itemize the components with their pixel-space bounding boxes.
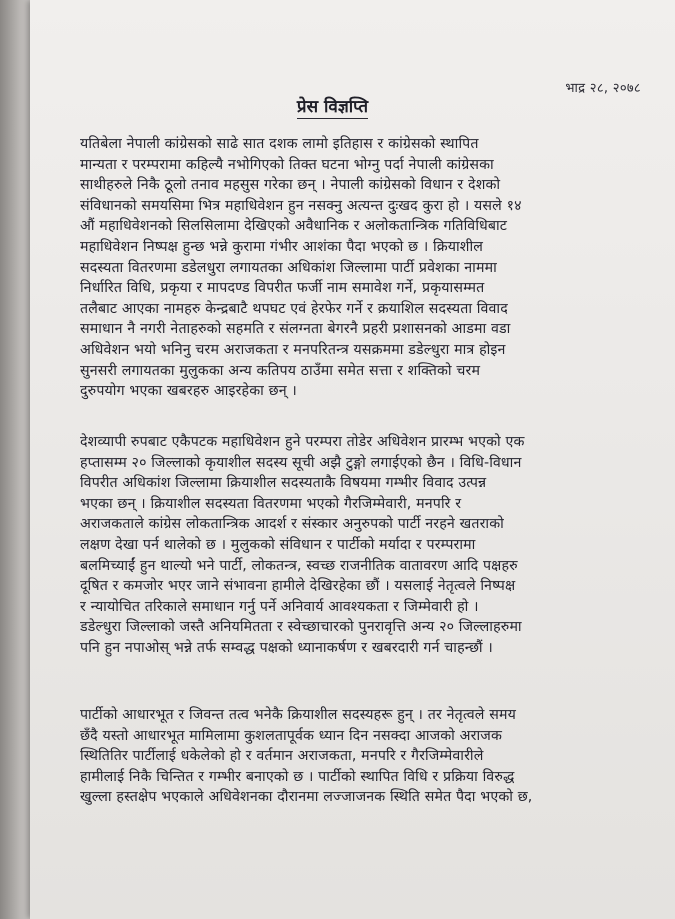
text-line: तलैबाट आएका नामहरु केन्द्रबाटै थपघट एवं हेरफेर गर्ने र क्रयाशिल सदस्यता विवाद bbox=[80, 300, 508, 317]
text-line: अराजकताले कांग्रेस लोकतान्त्रिक आदर्श र संस्कार अनुरुपको पार्टी नरहने खतराको bbox=[80, 516, 504, 533]
text-line: विपरीत अधिकांश जिल्लामा क्रियाशील सदस्यताकै विषयमा गम्भीर विवाद उत्पन्न bbox=[80, 475, 487, 492]
text-line: महाधिवेशन निष्पक्ष हुन्छ भन्ने कुरामा गंभीर आशंका पैदा भएको छ । क्रियाशील bbox=[80, 238, 484, 255]
document-page bbox=[30, 0, 675, 919]
document-date: भाद्र २८, २०७८ bbox=[565, 81, 641, 96]
text-line: लक्षण देखा पर्न थालेको छ । मुलुकको संविधान र पार्टीको मर्यादा र परम्परामा bbox=[80, 536, 476, 553]
text-line: डडेल्धुरा जिल्लाको जस्तै अनियमितता र स्वेच्छाचारको पुनरावृत्ति अन्य २० जिल्लाहरुमा bbox=[80, 619, 522, 636]
text-line: निर्धारित विधि, प्रकृया र मापदण्ड विपरीत फर्जी नाम समावेश गर्ने, प्रकृयासम्मत bbox=[80, 280, 485, 297]
document-title bbox=[30, 94, 675, 119]
text-line: देशव्यापी रुपबाट एकैपटक महाधिवेशन हुने परम्परा तोडेर अधिवेशन प्रारम्भ भएको एक bbox=[80, 434, 525, 450]
text-line: र न्यायोचित तरिकाले समाधान गर्नु पर्ने अनिवार्य आवश्यकता र जिम्मेवारी हो । bbox=[80, 598, 479, 615]
text-line: सुनसरी लगायतका मुलुकका अन्य कतिपय ठाउँमा समेत सत्ता र शक्तिको चरम bbox=[80, 362, 481, 379]
paragraph-1 bbox=[80, 134, 647, 402]
background-edge bbox=[0, 0, 32, 919]
text-line: साथीहरुले निकै ठूलो तनाव महसुस गरेका छन् । नेपाली कांग्रेसको विधान र देशको bbox=[80, 177, 501, 194]
text-line: मान्यता र परम्परामा कहिल्यै नभोगिएको तिक्त घटना भोग्नु पर्दा नेपाली कांग्रेसका bbox=[80, 156, 494, 173]
text-line: दूषित र कमजोर भएर जाने संभावना हामीले देखिरहेका छौं । यसलाई नेतृत्वले निष्पक्ष bbox=[80, 578, 516, 595]
text-line: अधिवेशन भयो भनिनु चरम अराजकता र मनपरितन्त्र यसक्रममा डडेल्धुरा मात्र होइन bbox=[80, 341, 506, 358]
text-line: स्थितितिर पार्टीलाई धकेलेको हो र वर्तमान अराजकता, मनपरि र गैरजिम्मेवारीले bbox=[80, 748, 484, 765]
text-line: भएका छन् । क्रियाशील सदस्यता वितरणमा भएको गैरजिम्मेवारी, मनपरि र bbox=[80, 495, 462, 512]
paragraph-3 bbox=[80, 705, 647, 808]
text-line: हामीलाई निकै चिन्तित र गम्भीर बनाएको छ । पार्टीको स्थापित विधि र प्रक्रिया विरुद्ध bbox=[80, 768, 515, 785]
text-line: पार्टीको आधारभूत र जिवन्त तत्व भनेकै क्रियाशील सदस्यहरू हुन् । तर नेतृत्वले समय bbox=[80, 707, 516, 723]
text-line: बलमिच्याईं हुन थाल्यो भने पार्टी, लोकतन्त्र, स्वच्छ राजनीतिक वातावरण आदि पक्षहरु bbox=[80, 557, 518, 574]
text-line: औं महाधिवेशनको सिलसिलामा देखिएको अवैधानिक र अलोकतान्त्रिक गतिविधिबाट bbox=[80, 218, 508, 235]
text-line: पनि हुन नपाओस् भन्ने तर्फ सम्वद्ध पक्षको ध्यानाकर्षण र खबरदारी गर्न चाहन्छौं । bbox=[80, 639, 493, 656]
document-title-text: प्रेस विज्ञप्ति bbox=[297, 94, 368, 119]
text-line: खुल्ला हस्तक्षेप भएकाले अधिवेशनका दौरानमा लज्जाजनक स्थिति समेत पैदा भएको छ, bbox=[80, 789, 533, 806]
paragraph-2 bbox=[80, 432, 647, 659]
text-line: दुरुपयोग भएका खबरहरु आइरहेका छन् । bbox=[80, 383, 297, 400]
text-line: सदस्यता वितरणमा डडेलधुरा लगायतका अधिकांश जिल्लामा पार्टी प्रवेशका नाममा bbox=[80, 259, 497, 276]
text-line: संविधानको समयसिमा भित्र महाधिवेशन हुन नसक्नु अत्यन्त दुःखद कुरा हो । यसले १४ bbox=[80, 197, 522, 214]
text-line: समाधान नै नगरी नेताहरुको सहमति र संलग्नता बेगरनै प्रहरी प्रशासनको आडमा वडा bbox=[80, 321, 511, 338]
text-line: छँदै यस्तो आधारभूत मामिलामा कुशलतापूर्वक ध्यान दिन नसक्दा आजको अराजक bbox=[80, 727, 502, 744]
text-line: हप्तासम्म २० जिल्लाको कृयाशील सदस्य सूची अझै टुङ्गो लगाईएको छैन । विधि-विधान bbox=[80, 454, 522, 471]
text-line: यतिबेला नेपाली कांग्रेसको साढे सात दशक लामो इतिहास र कांग्रेसको स्थापित bbox=[80, 136, 479, 152]
